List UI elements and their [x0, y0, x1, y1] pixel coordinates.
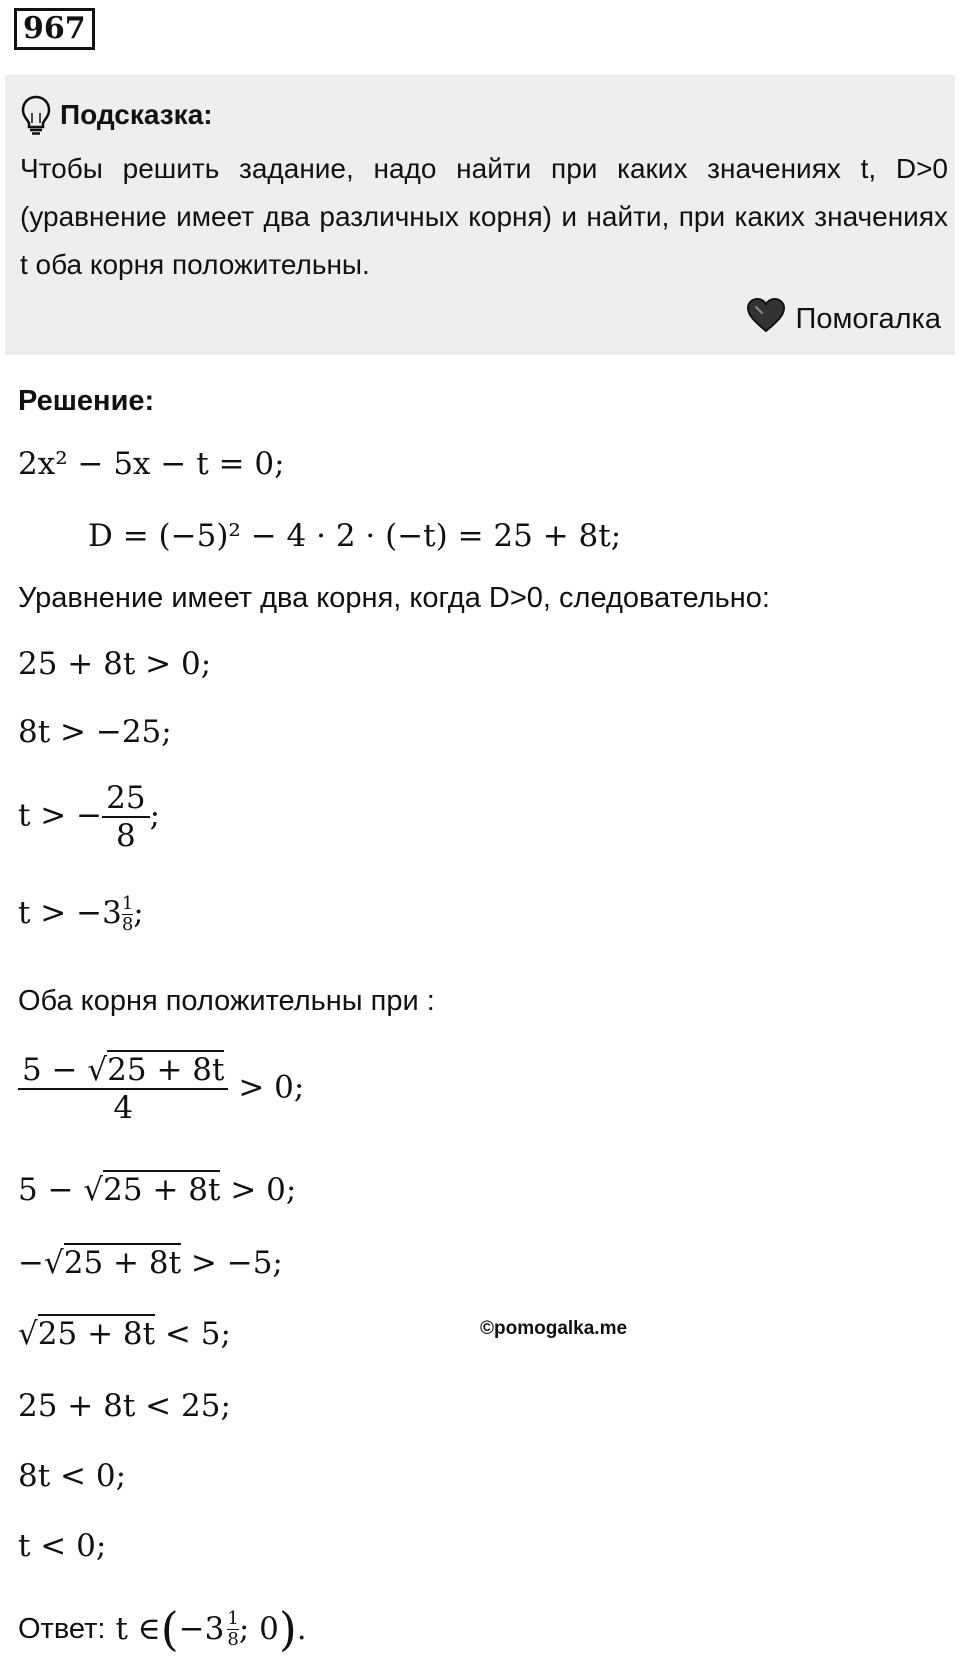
root-inequality-4	[18, 1316, 231, 1352]
left-paren: (	[160, 1602, 179, 1656]
root-inequality-3-left: −√	[18, 1245, 64, 1281]
inequality-1: 25 + 8t > 0;	[18, 646, 212, 682]
root-inequality-1-right: > 0;	[228, 1069, 305, 1106]
task-number: 967	[14, 8, 95, 50]
hint-box	[5, 75, 955, 355]
inequality-6: 8t < 0;	[18, 1458, 127, 1494]
brand[interactable]	[746, 297, 941, 341]
answer-label: Ответ:	[18, 1612, 106, 1645]
radicand: 25 + 8t	[37, 1316, 156, 1352]
hint-header	[20, 85, 939, 145]
text-two-roots: Уравнение имеет два корня, когда D>0, следовательно:	[18, 582, 770, 614]
inequality-3-left: t > −	[18, 797, 103, 834]
brand-label: Помогалка	[795, 302, 941, 335]
root-inequality-1	[18, 1052, 304, 1126]
equation: 2x² − 5x − t = 0;	[18, 446, 285, 482]
root-fraction	[18, 1052, 228, 1126]
root-inequality-3	[18, 1245, 283, 1281]
mixed-denominator: 8	[121, 914, 134, 935]
inequality-4	[18, 894, 144, 935]
radicand: 25 + 8t	[103, 1172, 221, 1208]
root-inequality-3-right: > −5;	[181, 1245, 283, 1281]
answer-right: ; 0	[238, 1611, 279, 1647]
root-inequality-2-left: 5 − √	[18, 1172, 104, 1208]
inequality-2: 8t > −25;	[18, 714, 172, 750]
answer-fraction	[227, 1609, 238, 1650]
inequality-4-right: ;	[133, 895, 144, 931]
answer-denominator: 8	[227, 1628, 239, 1650]
inequality-7: t < 0;	[18, 1528, 107, 1564]
hint-title: Подсказка:	[60, 99, 213, 130]
fraction-numerator: 25	[106, 780, 146, 816]
answer-numerator: 1	[227, 1607, 239, 1629]
radicand: 25 + 8t	[63, 1245, 182, 1281]
mixed-fraction	[122, 894, 133, 935]
mixed-numerator: 1	[121, 893, 134, 914]
radicand: 25 + 8t	[107, 1052, 225, 1088]
root-inequality-4-left: √	[18, 1316, 38, 1352]
fraction-denominator: 8	[102, 816, 149, 854]
root-inequality-2-right: > 0;	[220, 1172, 297, 1208]
answer-int: −3	[178, 1611, 225, 1647]
root-inequality-4-right: < 5;	[155, 1316, 231, 1352]
discriminant: D = (−5)² − 4 · 2 · (−t) = 25 + 8t;	[88, 518, 622, 554]
inequality-3-right: ;	[149, 797, 161, 834]
answer	[18, 1602, 307, 1656]
inequality-5: 25 + 8t < 25;	[18, 1388, 231, 1424]
inequality-3	[18, 780, 160, 854]
lightbulb-icon	[20, 95, 52, 135]
root-fraction-numerator	[18, 1052, 228, 1088]
solution-title: Решение:	[18, 385, 155, 417]
answer-end: .	[296, 1611, 307, 1647]
root-inequality-2	[18, 1172, 296, 1208]
heart-icon	[746, 297, 796, 341]
fraction-25-8	[102, 780, 149, 854]
root-fraction-denominator: 4	[18, 1088, 228, 1126]
hint-text: Чтобы решить задание, надо найти при каких значениях t, D>0 (уравнение имеет два различных корня) и найти, при каких значениях t оба корня положительны.	[20, 153, 948, 280]
root-fraction-num-left: 5 − √	[22, 1052, 108, 1088]
answer-expression	[115, 1602, 306, 1656]
right-paren: )	[278, 1602, 297, 1656]
answer-left: t ∈	[115, 1611, 161, 1647]
inequality-4-left: t > −3	[18, 895, 122, 931]
text-both-positive: Оба корня положительны при :	[18, 985, 435, 1017]
watermark: ©pomogalka.me	[480, 1318, 628, 1339]
